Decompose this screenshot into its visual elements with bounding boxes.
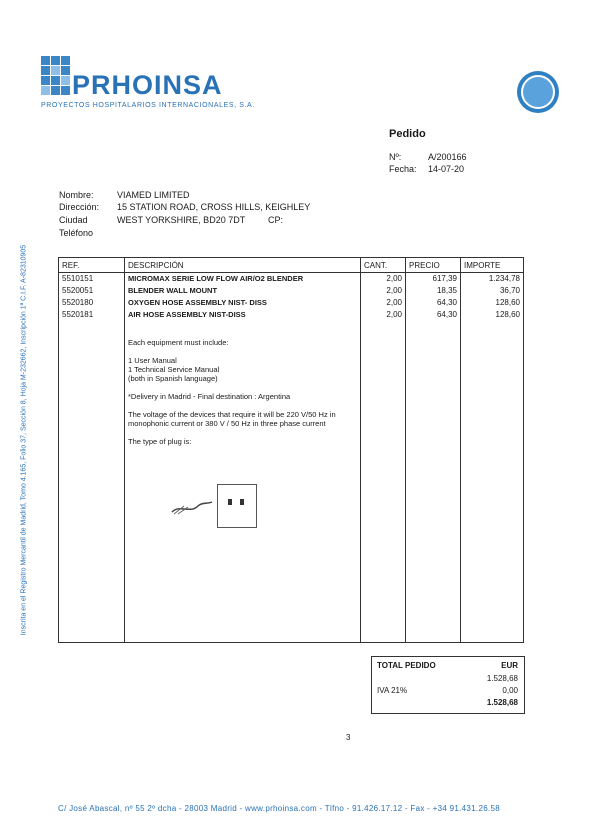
note-line: 1 User Manual [128,356,177,365]
total-value: 1.528,68 [486,698,518,707]
customer-address-label: Dirección: [59,202,100,212]
totals-box [371,656,525,714]
item-amount: 1.234,78 [488,274,520,283]
subtotal-value: 1.528,68 [486,674,518,683]
customer-name-label: Nombre: [59,190,94,200]
item-quantity: 2,00 [386,310,402,319]
note-line: The type of plug is: [128,437,192,446]
page-number: 3 [346,733,351,742]
item-ref: 5520181 [62,310,94,319]
column-header-price: PRECIO [406,258,461,273]
customer-phone-label: Teléfono [59,228,94,238]
order-items-table [58,257,524,643]
item-price: 64,30 [436,310,457,319]
note-line: 1 Technical Service Manual [128,365,220,374]
item-quantity: 2,00 [386,274,402,283]
plug-socket-image [217,484,257,528]
currency-label: EUR [501,661,518,670]
item-ref: 5520180 [62,298,94,307]
column-header-amount: IMPORTE [461,258,524,273]
note-line: The voltage of the devices that require it will be 220 V/50 Hz in monophonic current or 380 V / 50 Hz in three phase current [128,410,336,428]
table-header-row [59,258,524,273]
item-description: OXYGEN HOSE ASSEMBLY NIST- DISS [128,298,267,307]
company-logo-mark [41,56,71,100]
order-number: A/200166 [428,152,467,162]
column-header-quantity: CANT. [361,258,406,273]
total-label: TOTAL PEDIDO [377,661,436,670]
item-ref: 5510151 [62,274,94,283]
item-description: MICROMAX SERIE LOW FLOW AIR/O2 BLENDER [128,274,304,283]
quantity-column [361,273,406,643]
column-header-description: DESCRIPCIÓN [125,258,361,273]
item-quantity: 2,00 [386,286,402,295]
item-amount: 36,70 [499,286,520,295]
table-body-row [59,273,524,643]
order-number-label: Nº: [389,152,402,162]
plug-cable-image [170,498,214,516]
description-column [125,273,361,643]
item-amount: 128,60 [495,310,520,319]
item-price: 617,39 [432,274,457,283]
order-date: 14-07-20 [428,164,465,174]
quality-seal-icon [517,71,559,113]
item-description: AIR HOSE ASSEMBLY NIST-DISS [128,310,246,319]
item-description: BLENDER WALL MOUNT [128,286,218,295]
amount-column [461,273,524,643]
customer-address: 15 STATION ROAD, CROSS HILLS, KEIGHLEY [117,202,311,212]
iva-value: 0,00 [502,686,518,695]
customer-city-label: Ciudad [59,215,88,225]
iva-label: IVA 21% [377,686,408,695]
company-subtitle: PROYECTOS HOSPITALARIOS INTERNACIONALES, S.A. [41,102,255,109]
customer-city: WEST YORKSHIRE, BD20 7DT [117,215,246,225]
item-price: 18,35 [436,286,457,295]
ref-column [59,273,125,643]
item-ref: 5520051 [62,286,94,295]
note-line: Each equipment must include: [128,338,229,347]
note-line: (both in Spanish language) [128,374,218,383]
registry-text: Inscrita en el Registro Mercantil de Madrid, Tomo 4.165, Folio 37, Sección 8, Hoja M-232662, Inscripción 1ª C.I.F. A-82310905 [20,244,28,636]
order-date-label: Fecha: [389,164,417,174]
customer-cp-label: CP: [268,215,284,225]
price-column [406,273,461,643]
column-header-ref: REF. [59,258,125,273]
company-name: PRHOINSA [72,70,223,100]
company-footer: C/ José Abascal, nº 55 2º dcha - 28003 Madrid - www.prhoinsa.com - Tlfno - 91.426.17.12 - Fax - +34 91.431.26.58 [58,804,500,813]
item-amount: 128,60 [495,298,520,307]
item-quantity: 2,00 [386,298,402,307]
page-title: Pedido [389,128,426,140]
note-line: *Delivery in Madrid - Final destination : Argentina [128,392,291,401]
customer-name: VIAMED LIMITED [117,190,190,200]
item-price: 64,30 [436,298,457,307]
